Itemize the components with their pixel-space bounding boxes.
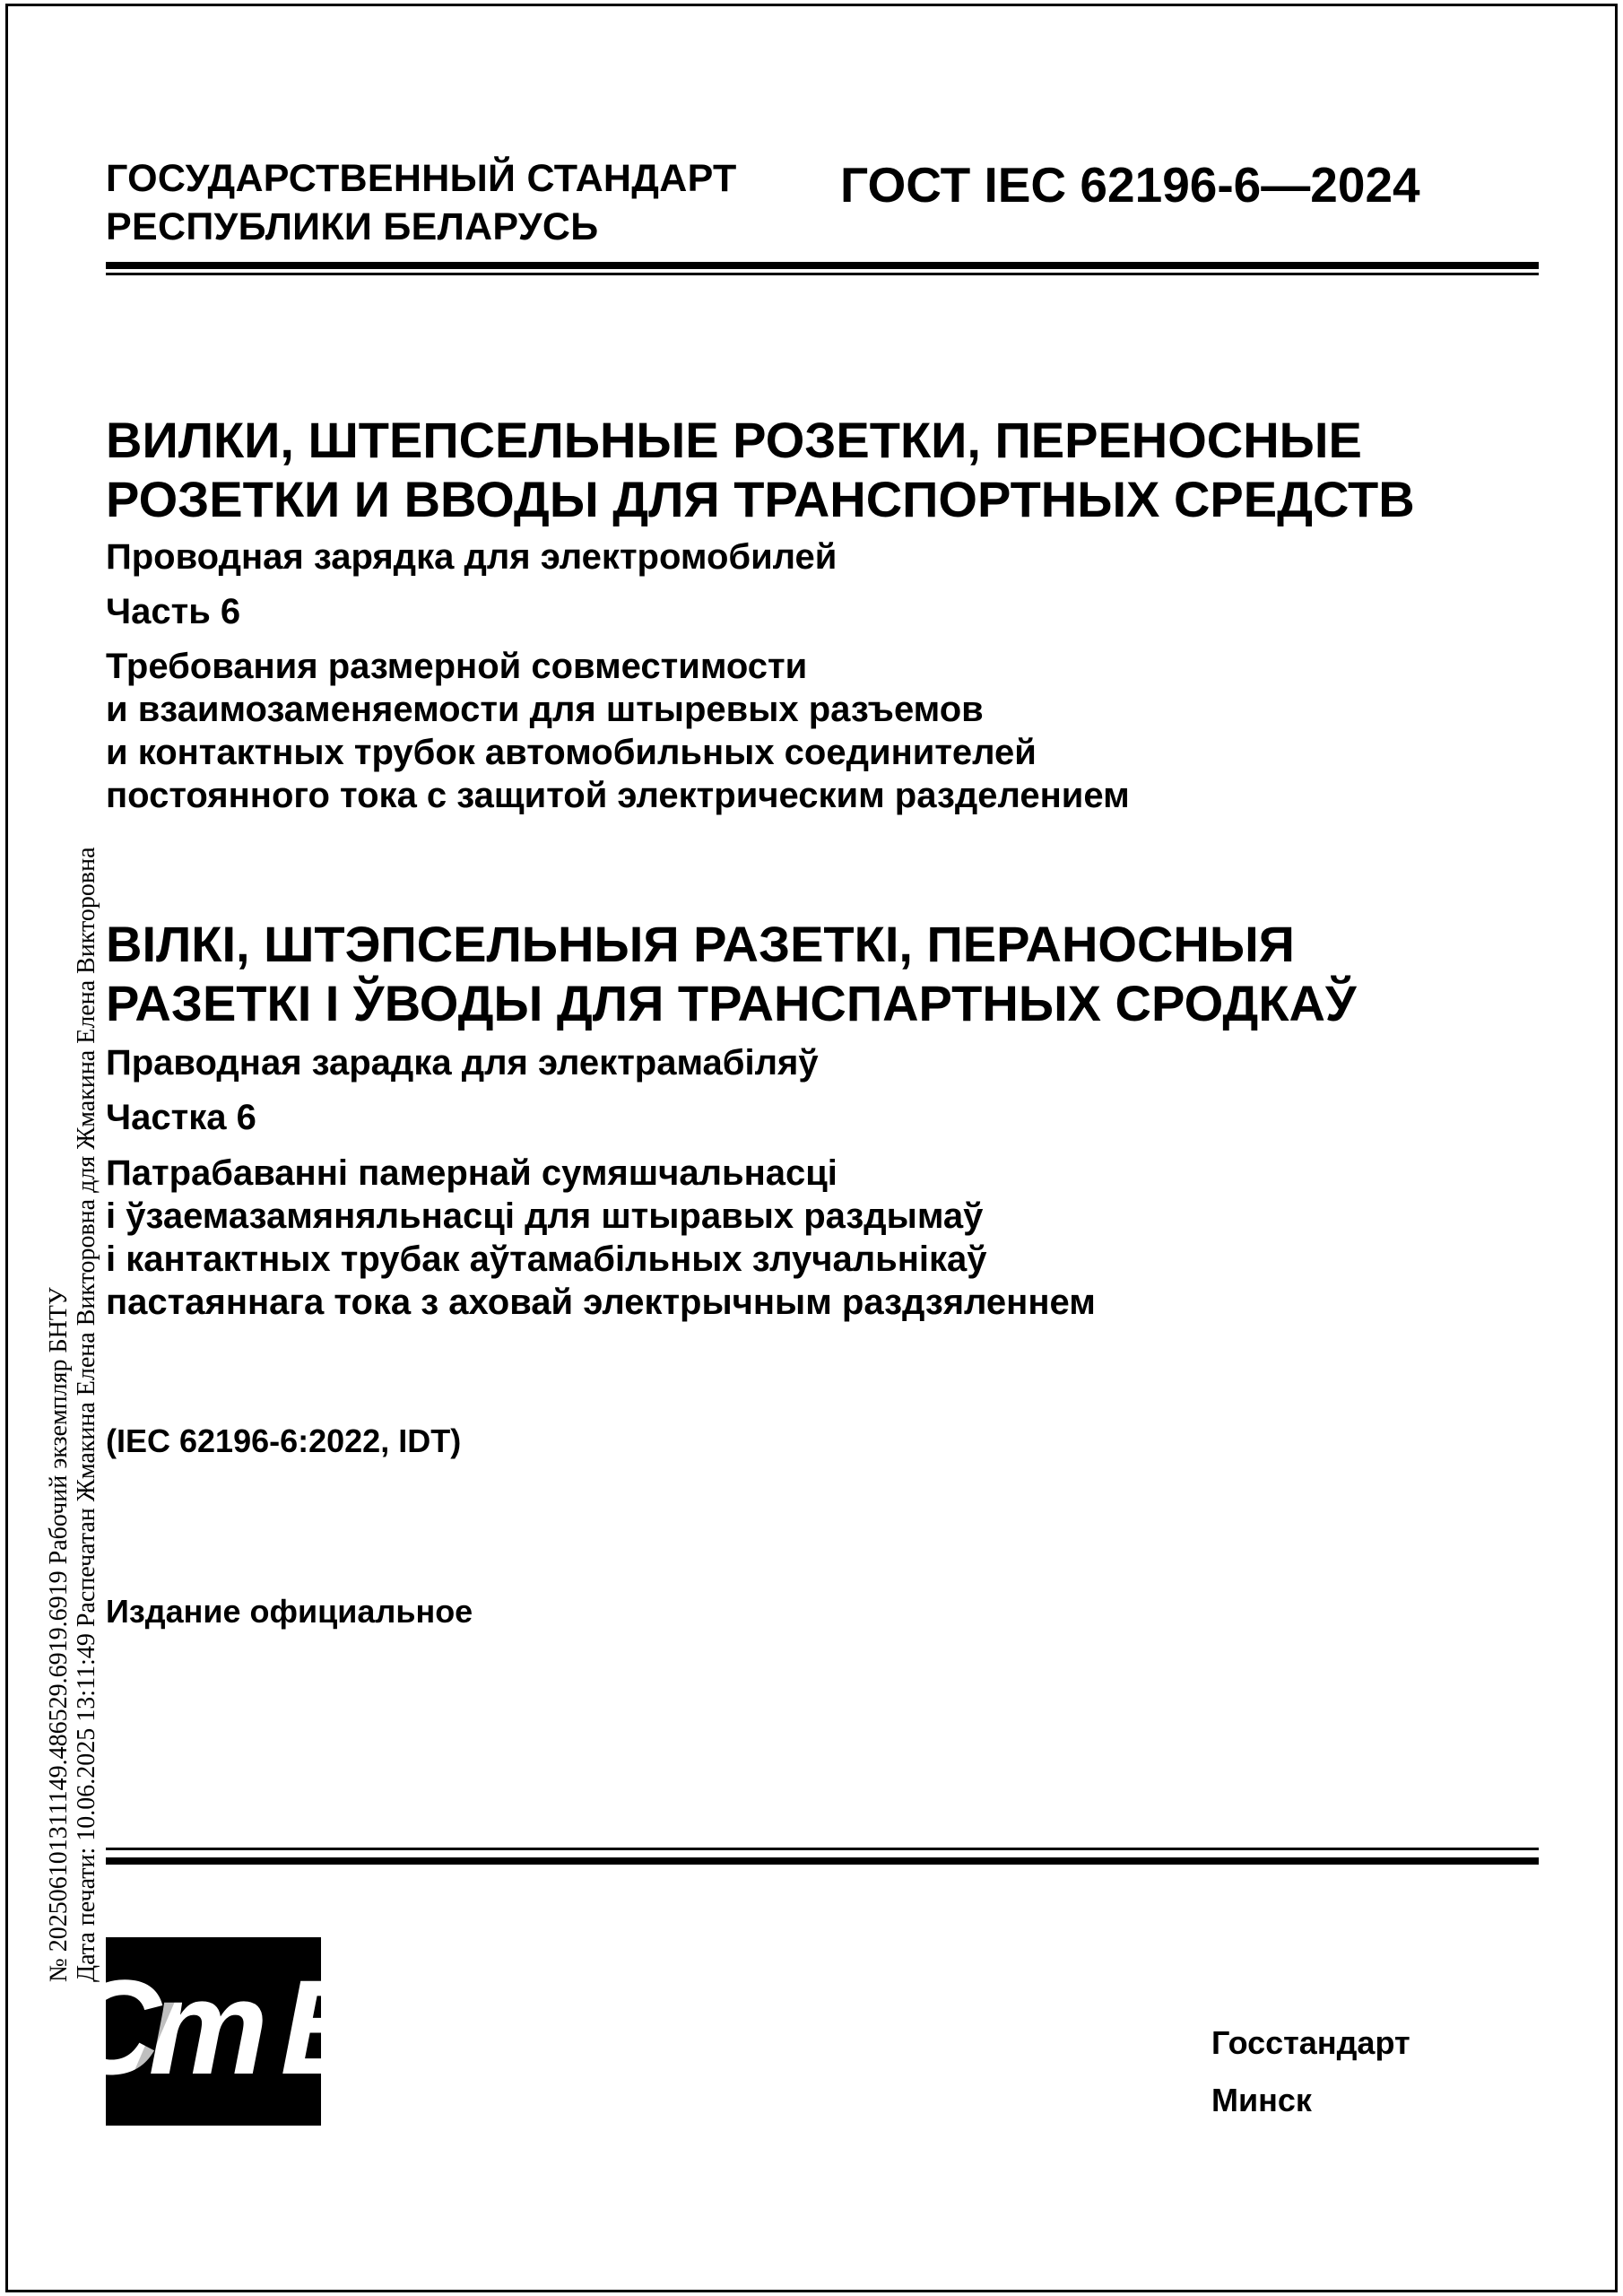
- print-stamp: [45, 847, 100, 1982]
- stb-logo-text: Ст Б: [64, 1952, 363, 2102]
- stb-logo-mark: [64, 1937, 363, 2126]
- russian-part: Часть 6: [106, 592, 241, 631]
- footer-rule-thin: [106, 1848, 1539, 1850]
- footer-rule-thick: [106, 1857, 1539, 1865]
- russian-title-line-1: ВИЛКИ, ШТЕПСЕЛЬНЫЕ РОЗЕТКИ, ПЕРЕНОСНЫЕ: [106, 412, 1362, 468]
- belarusian-subtitle: Праводная зарадка для электрамабіляў: [106, 1043, 819, 1083]
- standard-type: [106, 154, 737, 251]
- belarusian-part-title-line-3: і кантактных трубак аўтамабільных злучальнікаў: [106, 1239, 987, 1279]
- russian-title-line-2: РОЗЕТКИ И ВВОДЫ ДЛЯ ТРАНСПОРТНЫХ СРЕДСТВ: [106, 471, 1415, 527]
- publisher-city: Минск: [1211, 2082, 1312, 2118]
- print-stamp-line-2: Дата печати: 10.06.2025 13:11:49 Распечатан Жмакина Елена Викторовна для Жмакина Елена Викторовна: [73, 847, 100, 1982]
- russian-subtitle: Проводная зарядка для электромобилей: [106, 537, 838, 577]
- edition-label: Издание официальное: [106, 1593, 473, 1630]
- belarusian-part-title-line-4: пастаяннага тока з аховай электрычным раздзяленнем: [106, 1283, 1096, 1322]
- standard-type-line-1: ГОСУДАРСТВЕННЫЙ СТАНДАРТ: [106, 157, 737, 200]
- print-stamp-line-1: № 202506101311149.486529.6919.6919 Рабочий экземпляр БНТУ: [45, 1287, 73, 1982]
- belarusian-title: [106, 915, 1357, 1033]
- header-rule-thin: [106, 273, 1539, 275]
- standard-designation: ГОСТ IEC 62196-6—2024: [840, 157, 1420, 213]
- russian-title: [106, 411, 1415, 529]
- header-rule-thick: [106, 262, 1539, 269]
- russian-part-title-line-3: и контактных трубок автомобильных соединителей: [106, 733, 1037, 772]
- belarusian-title-line-2: РАЗЕТКІ І ЎВОДЫ ДЛЯ ТРАНСПАРТНЫХ СРОДКАЎ: [106, 975, 1357, 1031]
- belarusian-part-title-line-2: і ўзаемазамяняльнасці для штыравых раздымаў: [106, 1196, 984, 1236]
- russian-part-title-line-2: и взаимозаменяемости для штыревых разъемов: [106, 690, 984, 729]
- russian-part-title-line-4: постоянного тока с защитой электрическим разделением: [106, 776, 1130, 815]
- belarusian-part-title-line-1: Патрабаванні памернай сумяшчальнасці: [106, 1153, 838, 1193]
- russian-part-title: [106, 645, 1130, 817]
- identity-notation: (IEC 62196-6:2022, IDT): [106, 1422, 462, 1459]
- belarusian-part: Частка 6: [106, 1098, 256, 1137]
- publisher-name: Госстандарт: [1211, 2024, 1410, 2061]
- belarusian-part-title: [106, 1152, 1096, 1324]
- russian-part-title-line-1: Требования размерной совместимости: [106, 647, 808, 686]
- standard-type-line-2: РЕСПУБЛИКИ БЕЛАРУСЬ: [106, 205, 599, 248]
- stb-logo: [64, 1937, 363, 2126]
- belarusian-title-line-1: ВІЛКІ, ШТЭПСЕЛЬНЫЯ РАЗЕТКІ, ПЕРАНОСНЫЯ: [106, 916, 1295, 972]
